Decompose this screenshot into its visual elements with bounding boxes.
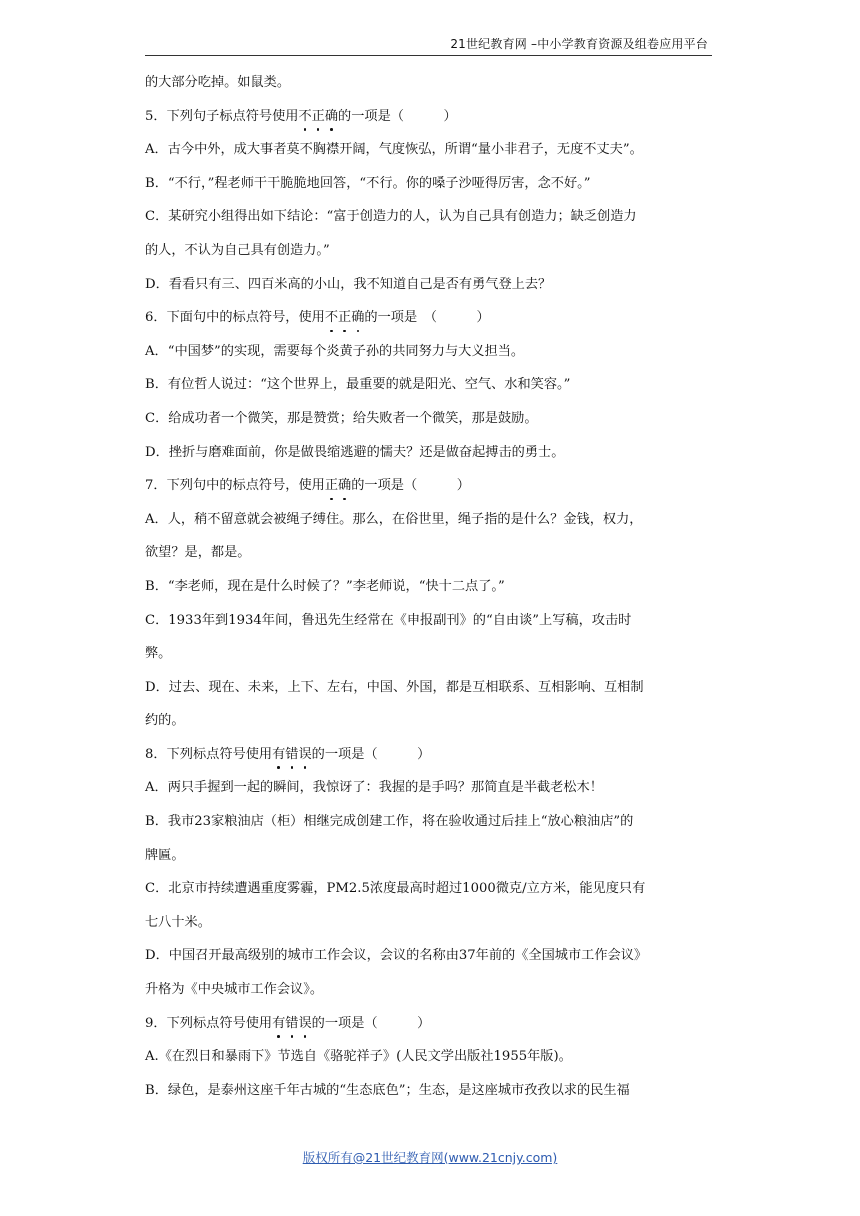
text-segment: 的一项是（ ）: [338, 108, 457, 124]
text-segment: 的一项是 （ ）: [364, 310, 490, 326]
text-line: [145, 476, 720, 495]
page-header: [145, 36, 712, 56]
text-segment: D．过去、现在、未来，上下、左右，中国、外国，都是互相联系、互相影响、互相制: [145, 679, 644, 695]
text-segment: 的大部分吃掉。如鼠类。: [145, 75, 291, 90]
text-segment: 牌匾。: [145, 847, 185, 863]
text-segment: 的人，不认为自己具有创造力。”: [145, 242, 330, 258]
text-line: [145, 543, 720, 562]
text-line: [145, 241, 720, 260]
text-line: [145, 711, 720, 730]
text-segment: D．中国召开最高级别的城市工作会议，会议的名称由37年前的《全国城市工作会议》: [145, 948, 648, 964]
text-line: [145, 1047, 720, 1066]
text-segment: A.《在烈日和暴雨下》节选自《骆驼祥子》(人民文学出版社1955年版)。: [145, 1049, 572, 1065]
text-line: [145, 308, 720, 327]
text-segment: B．有位哲人说过：“这个世界上，最重要的就是阳光、空气、水和笑容。”: [145, 377, 571, 393]
text-segment: 的一项是（ ）: [351, 478, 470, 494]
text-line: [145, 812, 720, 831]
text-segment: C．1933年到1934年间，鲁迅先生经常在《申报副刊》的“自由谈”上写稿，攻击时: [145, 612, 632, 628]
text-line: [145, 375, 720, 394]
text-line: [145, 611, 720, 630]
text-segment: C．北京市持续遭遇重度雾霾，PM2.5浓度最高时超过1000微克/立方米，能见度只有: [145, 881, 646, 897]
emphasis-keyword: 正确: [324, 478, 352, 494]
text-segment: A．两只手握到一起的瞬间，我惊讶了：我握的是手吗？那简直是半截老松木！: [145, 780, 603, 796]
text-line: [145, 140, 720, 159]
text-line: [145, 846, 720, 865]
page-footer: [0, 1150, 860, 1166]
text-line: [145, 644, 720, 663]
text-line: [145, 409, 720, 428]
emphasis-keyword: 不正确: [298, 108, 339, 124]
text-segment: B．“李老师，现在是什么时候了？”李老师说，“快十二点了。”: [145, 578, 505, 594]
text-segment: D．看看只有三、四百米高的小山，我不知道自己是否有勇气登上去？: [145, 276, 552, 292]
text-line: [145, 107, 720, 126]
text-line: [145, 73, 720, 92]
text-line: [145, 275, 720, 294]
emphasis-keyword: 有错误: [272, 746, 312, 762]
text-segment: D．挫折与磨难面前，你是做畏缩逃避的懦夫？还是做奋起搏击的勇士。: [145, 444, 565, 460]
text-segment: B．绿色，是泰州这座千年古城的“生态底色”；生态，是这座城市孜孜以求的民生福: [145, 1082, 630, 1098]
text-segment: 七八十米。: [145, 914, 211, 930]
text-line: [145, 678, 720, 697]
text-line: [145, 1014, 720, 1033]
text-segment: 欲望？是，都是。: [145, 545, 251, 561]
text-segment: B．“不行，”程老师干干脆脆地回答，“不行。你的嗓子沙哑得厉害，念不好。”: [145, 175, 591, 191]
text-line: [145, 980, 720, 999]
text-segment: A．人，稍不留意就会被绳子缚住。那么，在俗世里，绳子指的是什么？金钱，权力，: [145, 511, 643, 527]
text-line: [145, 342, 720, 361]
text-line: [145, 174, 720, 193]
emphasis-keyword: 有错误: [272, 1015, 312, 1031]
text-segment: 9．下列标点符号使用: [145, 1015, 273, 1031]
text-segment: 约的。: [145, 713, 185, 729]
text-line: [145, 879, 720, 898]
text-line: [145, 745, 720, 764]
text-line: [145, 1081, 720, 1100]
text-line: [145, 913, 720, 932]
text-segment: 5．下列句子标点符号使用: [145, 108, 299, 124]
text-segment: C．某研究小组得出如下结论：“富于创造力的人，认为自己具有创造力；缺乏创造力: [145, 209, 637, 225]
text-segment: A．古今中外，成大事者莫不胸襟开阔，气度恢弘，所谓“量小非君子，无度不丈夫”。: [145, 142, 643, 158]
text-segment: 的一项是（ ）: [311, 1015, 431, 1031]
text-segment: 6．下面句中的标点符号，使用: [145, 310, 325, 326]
text-line: [145, 778, 720, 797]
text-segment: C．给成功者一个微笑，那是赞赏；给失败者一个微笑，那是鼓励。: [145, 410, 538, 426]
text-line: [145, 510, 720, 529]
emphasis-keyword: 不正确: [324, 310, 365, 326]
text-segment: 7．下列句中的标点符号，使用: [145, 478, 325, 494]
header-site-name: 21世纪教育网 –中小学教育资源及组卷应用平台: [450, 37, 708, 51]
text-line: [145, 577, 720, 596]
text-line: [145, 207, 720, 226]
text-segment: 8．下列标点符号使用: [145, 746, 273, 762]
text-segment: A．“中国梦”的实现，需要每个炎黄子孙的共同努力与大义担当。: [145, 343, 525, 359]
text-line: [145, 443, 720, 462]
question-content: [145, 73, 720, 1114]
text-segment: B．我市23家粮油店（柜）相继完成创建工作，将在验收通过后挂上“放心粮油店”的: [145, 814, 634, 830]
text-segment: 升格为《中央城市工作会议》。: [145, 982, 324, 998]
text-segment: 的一项是（ ）: [311, 746, 431, 762]
copyright-link[interactable]: 版权所有@21世纪教育网(www.21cnjy.com): [302, 1150, 558, 1165]
text-line: [145, 946, 720, 965]
text-segment: 弊。: [145, 646, 172, 662]
